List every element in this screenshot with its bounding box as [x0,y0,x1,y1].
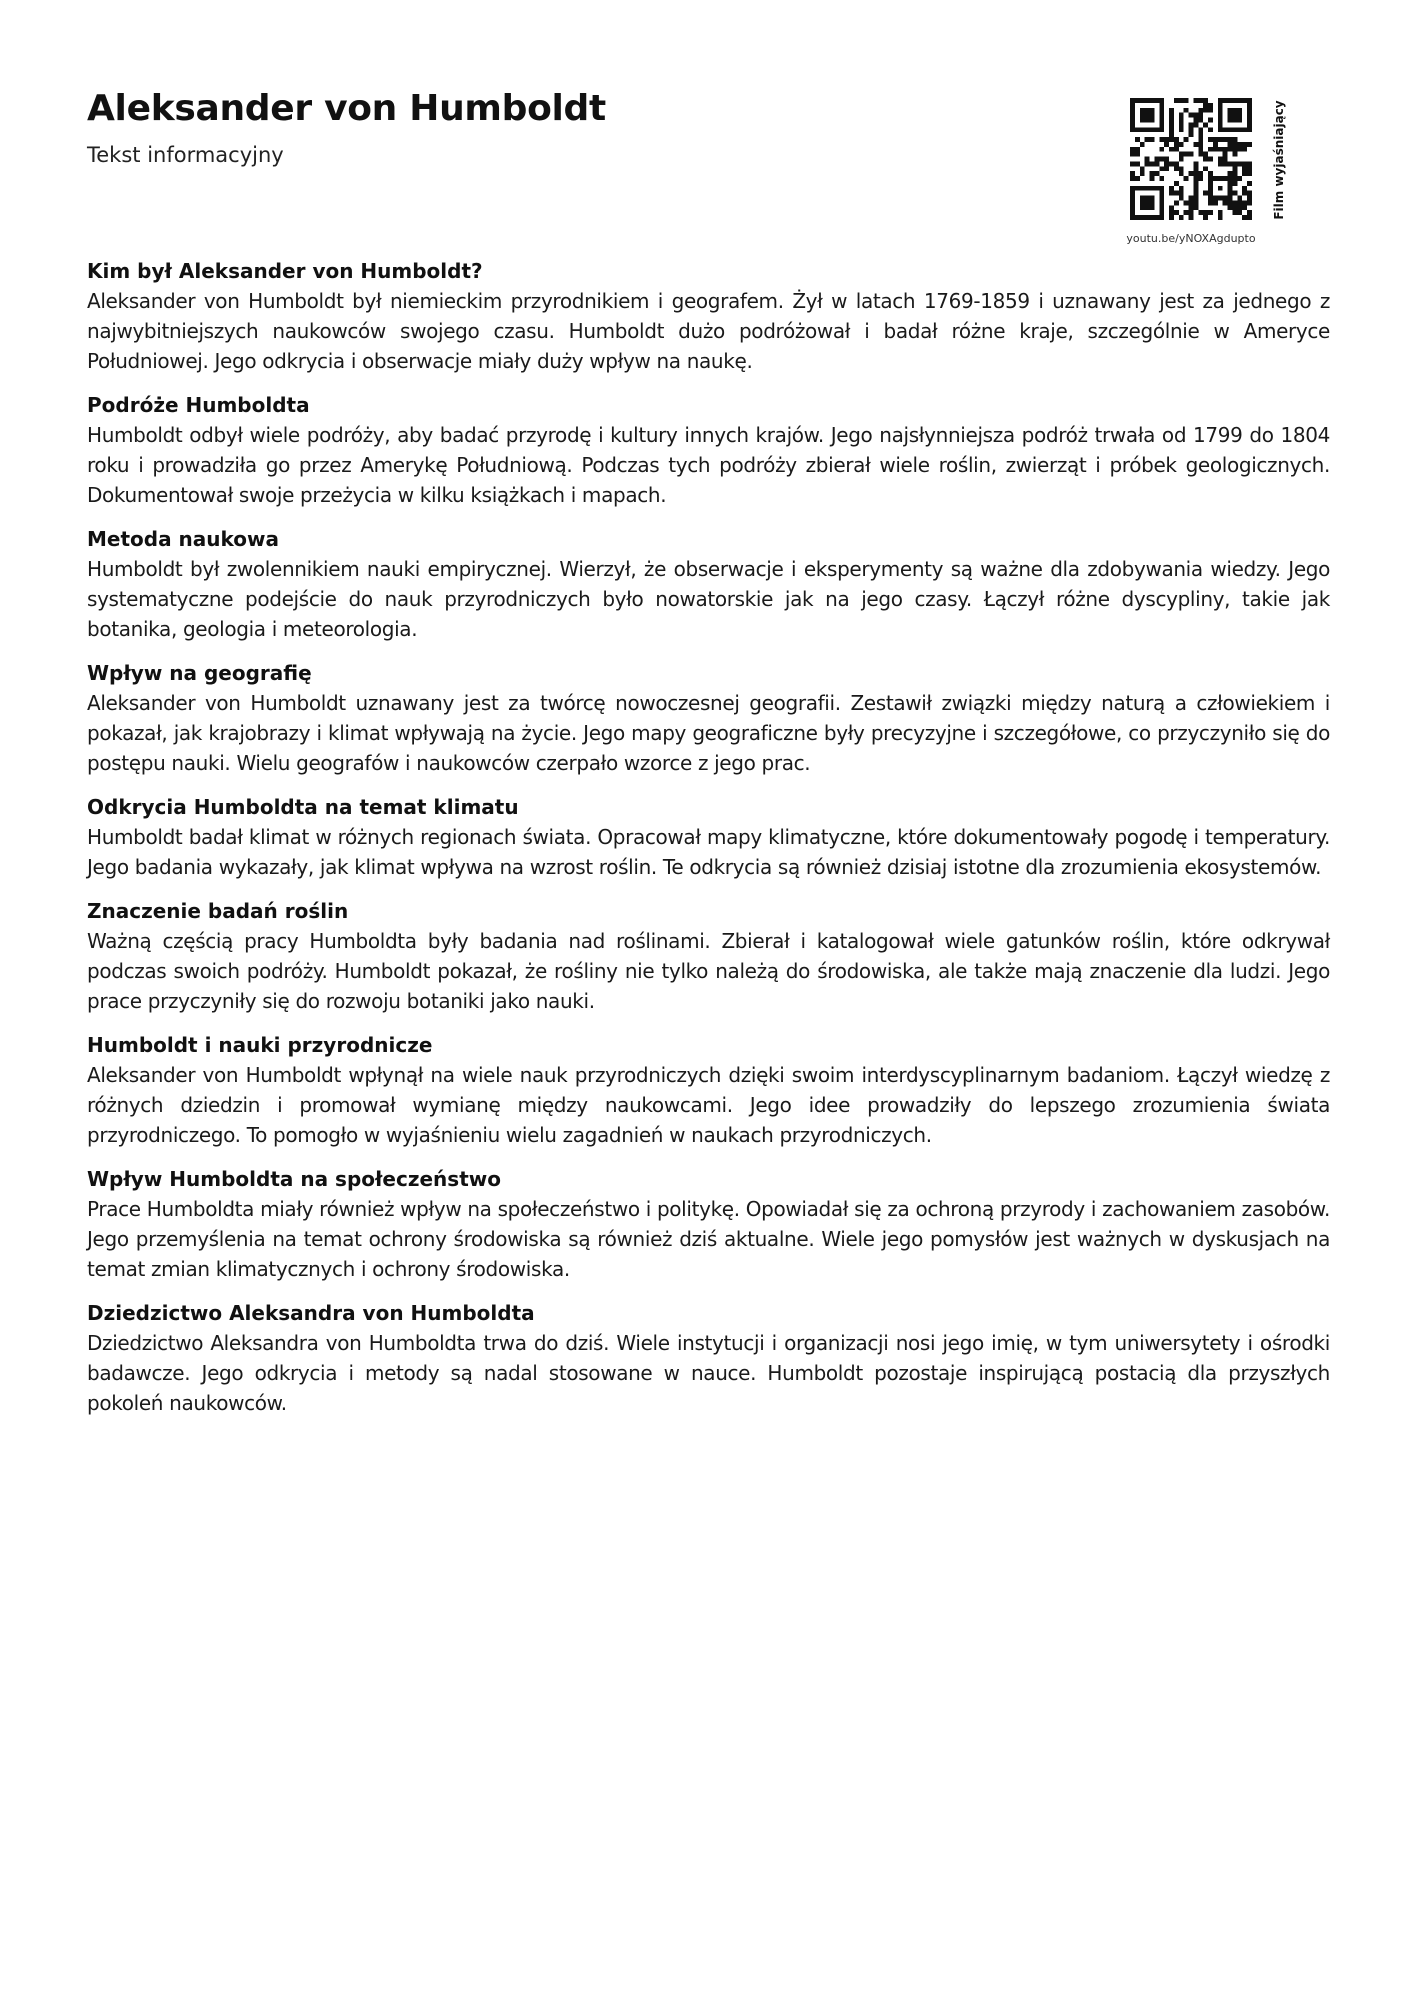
section-text: Humboldt był zwolennikiem nauki empirycznej. Wierzył, że obserwacje i eksperymenty są ważne dla zdobywania wiedzy. Jego systematyczne podejście do nauk przyrodniczych było nowatorskie jak na jego czasy. Łączył różne dyscypliny, takie jak botanika, geologia i meteorologia. [87,557,1330,641]
section-text: Humboldt odbył wiele podróży, aby badać przyrodę i kultury innych krajów. Jego najsłynniejsza podróż trwała od 1799 do 1804 roku i prowadziła go przez Amerykę Południową. Podczas tych podróży zbierał wiele roślin, zwierząt i próbek geologicznych. Dokumentował swoje przeżycia w kilku książkach i mapach. [87,423,1330,507]
page-subtitle: Tekst informacyjny [87,143,284,167]
section [87,658,1330,778]
section-text: Aleksander von Humboldt wpłynął na wiele nauk przyrodniczych dzięki swoim interdyscyplinarnym badaniom. Łączył wiedzę z różnych dziedzin i promował wymianę między naukowcami. Jego idee prowadziły do lepszego zrozumienia świata przyrodniczego. To pomogło w wyjaśnieniu wielu zagadnień w naukach przyrodniczych. [87,1063,1330,1147]
section [87,1164,1330,1284]
section [87,390,1330,510]
section-heading: Podróże Humboldta [87,393,310,417]
section [87,792,1330,882]
section [87,256,1330,376]
section-heading: Metoda naukowa [87,527,279,551]
section-heading: Dziedzictwo Aleksandra von Humboldta [87,1301,535,1325]
qr-video-url[interactable]: youtu.be/yNOXAgdupto [1126,232,1256,245]
section [87,896,1330,1016]
document-body [87,256,1330,1432]
section-text: Aleksander von Humboldt uznawany jest za twórcę nowoczesnej geografii. Zestawił związki między naturą a człowiekiem i pokazał, jak krajobrazy i klimat wpływają na życie. Jego mapy geograficzne były precyzyjne i szczegółowe, co przyczyniło się do postępu nauki. Wielu geografów i naukowców czerpało wzorce z jego prac. [87,691,1330,775]
qr-code-link[interactable] [1130,98,1252,220]
page-title: Aleksander von Humboldt [87,88,606,129]
section-text: Prace Humboldta miały również wpływ na społeczeństwo i politykę. Opowiadał się za ochroną przyrody i zachowaniem zasobów. Jego przemyślenia na temat ochrony środowiska są również dziś aktualne. Wiele jego pomysłów jest ważnych w dyskusjach na temat zmian klimatycznych i ochrony środowiska. [87,1197,1330,1281]
section-heading: Humboldt i nauki przyrodnicze [87,1033,433,1057]
section [87,1030,1330,1150]
qr-video-label: Film wyjaśniający [1272,100,1286,220]
section-text: Aleksander von Humboldt był niemieckim przyrodnikiem i geografem. Żył w latach 1769-1859 i uznawany jest za jednego z najwybitniejszych naukowców swojego czasu. Humboldt dużo podróżował i badał różne kraje, szczególnie w Ameryce Południowej. Jego odkrycia i obserwacje miały duży wpływ na naukę. [87,289,1330,373]
section-heading: Znaczenie badań roślin [87,899,349,923]
qr-code-icon [1130,98,1252,220]
section-heading: Wpływ na geografię [87,661,312,685]
section-text: Ważną częścią pracy Humboldta były badania nad roślinami. Zbierał i katalogował wiele gatunków roślin, które odkrywał podczas swoich podróży. Humboldt pokazał, że rośliny nie tylko należą do środowiska, ale także mają znaczenie dla ludzi. Jego prace przyczyniły się do rozwoju botaniki jako nauki. [87,929,1330,1013]
section-text: Dziedzictwo Aleksandra von Humboldta trwa do dziś. Wiele instytucji i organizacji nosi jego imię, w tym uniwersytety i ośrodki badawcze. Jego odkrycia i metody są nadal stosowane w nauce. Humboldt pozostaje inspirującą postacią dla przyszłych pokoleń naukowców. [87,1331,1330,1415]
section-heading: Kim był Aleksander von Humboldt? [87,259,483,283]
section-heading: Odkrycia Humboldta na temat klimatu [87,795,519,819]
section [87,524,1330,644]
section-heading: Wpływ Humboldta na społeczeństwo [87,1167,501,1191]
section [87,1298,1330,1418]
section-text: Humboldt badał klimat w różnych regionach świata. Opracował mapy klimatyczne, które dokumentowały pogodę i temperatury. Jego badania wykazały, jak klimat wpływa na wzrost roślin. Te odkrycia są również dzisiaj istotne dla zrozumienia ekosystemów. [87,825,1330,879]
